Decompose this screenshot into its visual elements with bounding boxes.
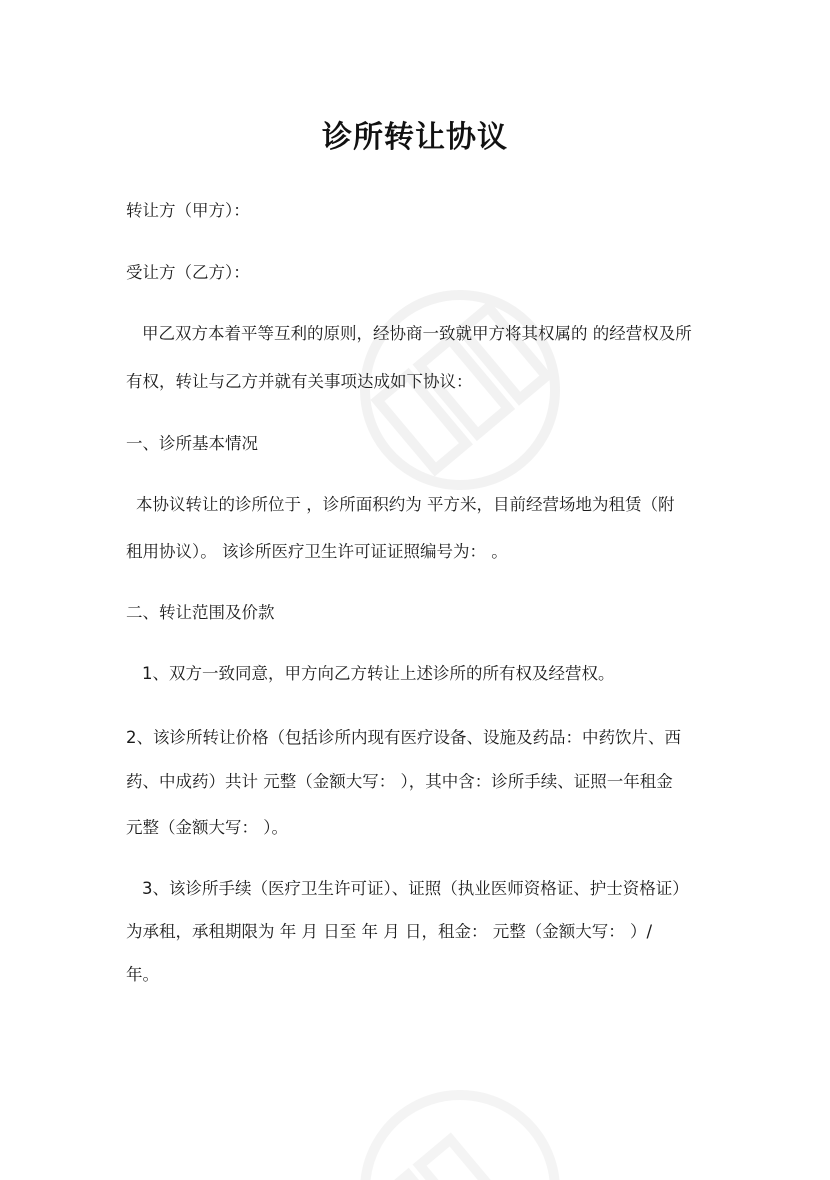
clause-3-line-2: 为承租，承租期限为 年 月 日至 年 月 日，租金： 元整（金额大写： ）/ [126,922,653,941]
party-a-label: 转让方（甲方）： [126,201,250,220]
intro-line-1: 甲乙双方本着平等互利的原则，经协商一致就甲方将其权属的 的经营权及所 [142,324,692,343]
section-1-line-1: 本协议转让的诊所位于 ，诊所面积约为 平方米，目前经营场地为租赁（附 [136,495,675,514]
clause-1: 1、双方一致同意，甲方向乙方转让上述诊所的所有权及经营权。 [142,664,615,683]
clause-3-line-3: 年。 [126,965,159,984]
section-1-line-2: 租用协议）。 该诊所医疗卫生许可证证照编号为： 。 [126,542,508,561]
clause-3-line-1: 3、该诊所手续（医疗卫生许可证）、证照（执业医师资格证、护士资格证） [142,879,689,898]
party-b-label: 受让方（乙方）： [126,263,250,282]
document-title: 诊所转让协议 [322,120,508,155]
clause-2-line-1: 2、该诊所转让价格（包括诊所内现有医疗设备、设施及药品：中药饮片、西 [126,728,681,747]
watermark-bottom-icon [330,1090,590,1180]
section-2-heading: 二、转让范围及价款 [126,603,275,622]
section-1-heading: 一、诊所基本情况 [126,434,258,453]
intro-line-2: 有权，转让与乙方并就有关事项达成如下协议： [126,372,473,391]
clause-2-line-2: 药、中成药）共计 元整（金额大写： ），其中含：诊所手续、证照一年租金 [126,772,673,791]
clause-2-line-3: 元整（金额大写： ）。 [126,818,288,837]
